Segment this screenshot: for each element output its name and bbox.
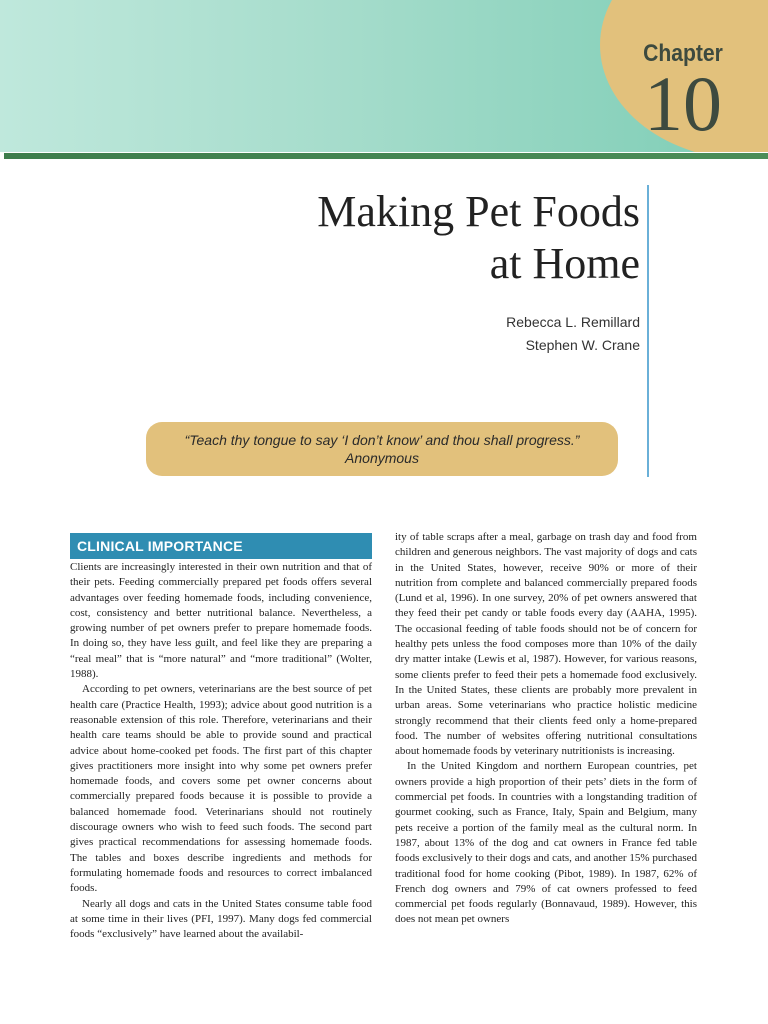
body-paragraph: ity of table scraps after a meal, garbage on trash day and food from children and generous neighbors. The vast majority of dogs and cats in the United States, however, receive 90% or more of their nutrition from complete and balanced commercially prepared foods (Lund et al, 1996). In one survey, 20% of pet owners answered that they feed their pet candy or table foods every day (AAHA, 1995). The occasional feeding of table foods should not be of concern for healthy pets unless the food composes more than 10% of the daily dry matter intake (Lewis et al, 1987). However, for various reasons, some clients prefer to feed their pets a homemade food exclusively. In the United States, these clients are probably more prevalent in urban areas. Some veterinarians who practice holistic medicine strongly recommend that their clients feed only a home-prepared food. The number of websites offering nutritional consultations about homemade foods by veterinary nutritionists is increasing. <box>395 531 697 758</box>
body-paragraph: Nearly all dogs and cats in the United States consume table food at some time in their lives (PFI, 1997). Many dogs fed commercial foods “exclusively” have learned about the availabil- <box>70 897 372 941</box>
body-column-right <box>395 530 697 928</box>
section-heading: CLINICAL IMPORTANCE <box>70 533 372 559</box>
chapter-title-line-1: Making Pet Foods <box>317 187 640 236</box>
header-divider <box>4 153 768 159</box>
chapter-header-band <box>0 0 768 152</box>
chapter-label: Chapter <box>643 40 723 67</box>
body-column-left <box>70 560 372 942</box>
author-name: Stephen W. Crane <box>525 337 640 353</box>
epigraph-quote-box <box>146 422 618 476</box>
chapter-title-line-2: at Home <box>489 239 640 288</box>
chapter-number: 10 <box>644 60 722 147</box>
body-paragraph: In the United Kingdom and northern European countries, pet owners provide a high proportion of their pets’ diets in the form of commercial pet foods. In countries with a longstanding tradition of gourmet cooking, such as France, Italy, Spain and Belgium, many pets receive a portion of the family meal as the cultural norm. In 1987, about 13% of the dog and cat owners in France fed table foods exclusively to their dogs and cats, and another 15% purchased traditional food for home cooking (Pibot, 1989). In 1987, 62% of French dog owners and 79% of cat owners professed to feed commercial pet foods regularly (Bonnavaud, 1989). However, this does not mean pet owners <box>395 760 697 926</box>
title-vertical-rule <box>647 185 649 477</box>
chapter-title <box>317 186 640 290</box>
author-name: Rebecca L. Remillard <box>506 314 640 330</box>
epigraph-text: “Teach thy tongue to say ‘I don’t know’ and thou shall progress.” <box>184 432 580 448</box>
body-paragraph: According to pet owners, veterinarians are the best source of pet health care (Practice Health, 1993); advice about good nutrition is a reasonable extension of this role. Therefore, veterinarians and their health care teams should be able to provide sound and practical advice about home-cooked pet foods. The first part of this chapter gives practitioners more insight into why some pet owners prefer homemade foods, and covers some pet owner concerns about commercially prepared foods because it is possible to provide a balanced homemade food. Veterinarians should not routinely discourage owners who wish to feed such foods. The second part gives practical recommendations for assessing homemade foods. The tables and boxes describe ingredients and methods for formulating homemade foods and resources to correct imbalanced foods. <box>70 683 372 895</box>
author-list <box>506 311 640 357</box>
epigraph-attribution: Anonymous <box>345 450 419 466</box>
body-paragraph: Clients are increasingly interested in their own nutrition and that of their pets. Feeding commercially prepared pet foods offers several advantages over feeding homemade foods, including convenience, cost, consistency and better nutritional balance. Nevertheless, a growing number of pet owners prefer to prepare homemade foods. In doing so, they have less guilt, and feel like they are preparing a “real meal” that is “more natural” and “more traditional” (Wolter, 1988). <box>70 561 372 681</box>
